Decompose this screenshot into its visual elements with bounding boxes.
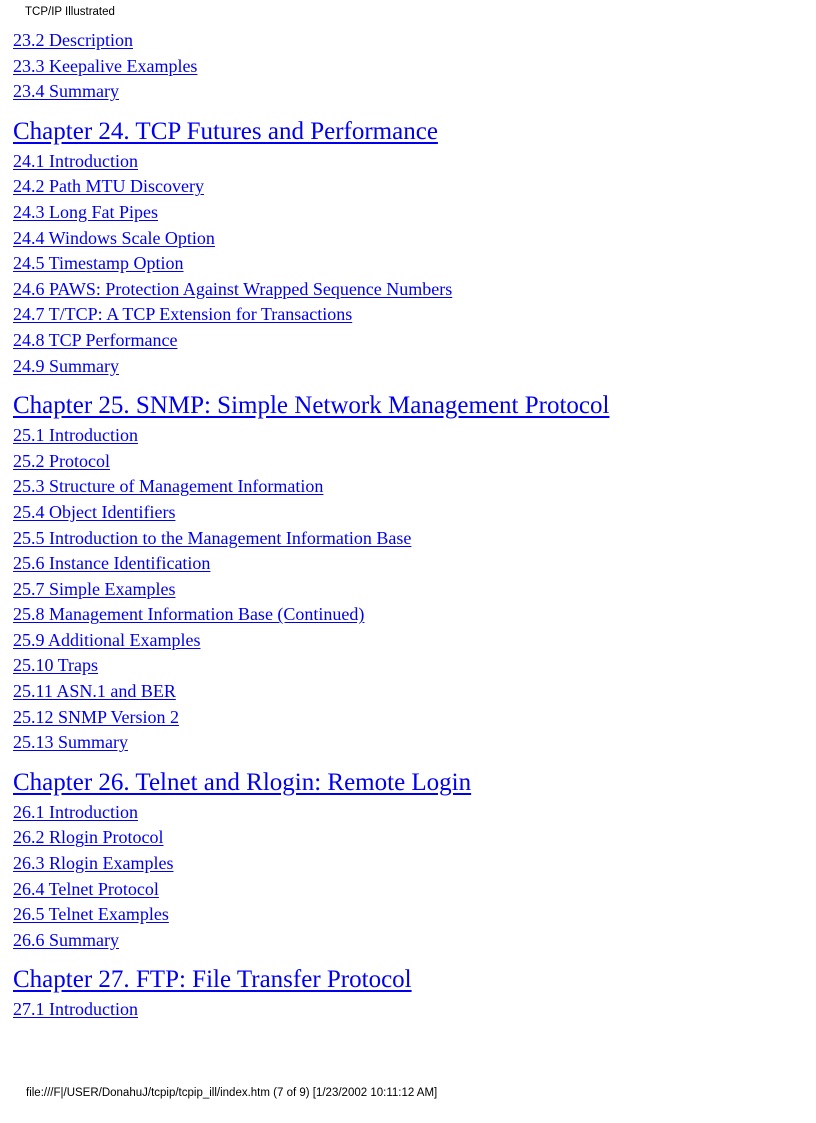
toc-section-link[interactable]: 26.2 Rlogin Protocol <box>13 827 164 848</box>
toc-section-link[interactable]: 26.6 Summary <box>13 929 119 950</box>
chapter-block <box>13 964 803 1023</box>
toc-section-link[interactable]: 25.12 SNMP Version 2 <box>13 706 180 727</box>
toc-section-link[interactable]: 24.9 Summary <box>13 355 119 376</box>
chapter-list <box>13 116 803 1023</box>
chapter-block <box>13 116 803 379</box>
chapter-block <box>13 390 803 756</box>
toc-section-link[interactable]: 25.10 Traps <box>13 655 99 676</box>
toc-section-link[interactable]: 25.1 Introduction <box>13 425 138 446</box>
toc-section-link[interactable]: 25.11 ASN.1 and BER <box>13 681 176 702</box>
leading-section-list <box>13 28 803 105</box>
toc-section-link[interactable]: 25.13 Summary <box>13 732 128 753</box>
page-header: TCP/IP Illustrated <box>25 6 115 18</box>
chapter-title-link[interactable]: Chapter 26. Telnet and Rlogin: Remote Login <box>13 768 472 796</box>
toc-section-link[interactable]: 25.5 Introduction to the Management Information Base <box>13 527 412 548</box>
toc-section-link[interactable]: 25.2 Protocol <box>13 450 110 471</box>
toc-section-link[interactable]: 26.4 Telnet Protocol <box>13 878 159 899</box>
toc-section-link[interactable]: 24.2 Path MTU Discovery <box>13 176 204 197</box>
chapter-block <box>13 767 803 954</box>
toc-section-link[interactable]: 27.1 Introduction <box>13 999 138 1020</box>
chapter-title-link[interactable]: Chapter 25. SNMP: Simple Network Management Protocol <box>13 392 610 420</box>
toc-section-link[interactable]: 24.4 Windows Scale Option <box>13 227 215 248</box>
toc-section-link[interactable]: 24.1 Introduction <box>13 150 138 171</box>
toc-section-link[interactable]: 25.3 Structure of Management Information <box>13 476 324 497</box>
page-footer-url: file:///F|/USER/DonahuJ/tcpip/tcpip_ill/index.htm (7 of 9) [1/23/2002 10:11:12 AM] <box>26 1087 438 1099</box>
toc-section-link[interactable]: 24.5 Timestamp Option <box>13 253 184 274</box>
toc-section-link[interactable]: 23.3 Keepalive Examples <box>13 55 198 76</box>
toc-section-link[interactable]: 24.6 PAWS: Protection Against Wrapped Sequence Numbers <box>13 278 453 299</box>
toc-section-link[interactable]: 26.3 Rlogin Examples <box>13 853 174 874</box>
toc-section-link[interactable]: 23.4 Summary <box>13 81 119 102</box>
chapter-title-link[interactable]: Chapter 27. FTP: File Transfer Protocol <box>13 966 412 994</box>
toc-section-link[interactable]: 24.3 Long Fat Pipes <box>13 201 159 222</box>
toc-section-link[interactable]: 25.6 Instance Identification <box>13 553 211 574</box>
toc-section-link[interactable]: 26.5 Telnet Examples <box>13 904 169 925</box>
toc-section-link[interactable]: 25.9 Additional Examples <box>13 629 201 650</box>
toc-section-link[interactable]: 25.7 Simple Examples <box>13 578 176 599</box>
chapter-title-link[interactable]: Chapter 24. TCP Futures and Performance <box>13 117 438 145</box>
toc-section-link[interactable]: 26.1 Introduction <box>13 801 138 822</box>
toc-content <box>13 28 803 1023</box>
toc-section-link[interactable]: 24.7 T/TCP: A TCP Extension for Transactions <box>13 304 353 325</box>
toc-section-link[interactable]: 25.8 Management Information Base (Continued) <box>13 604 365 625</box>
toc-section-link[interactable]: 23.2 Description <box>13 30 133 50</box>
toc-section-link[interactable]: 25.4 Object Identifiers <box>13 501 176 522</box>
toc-section-link[interactable]: 24.8 TCP Performance <box>13 329 178 350</box>
